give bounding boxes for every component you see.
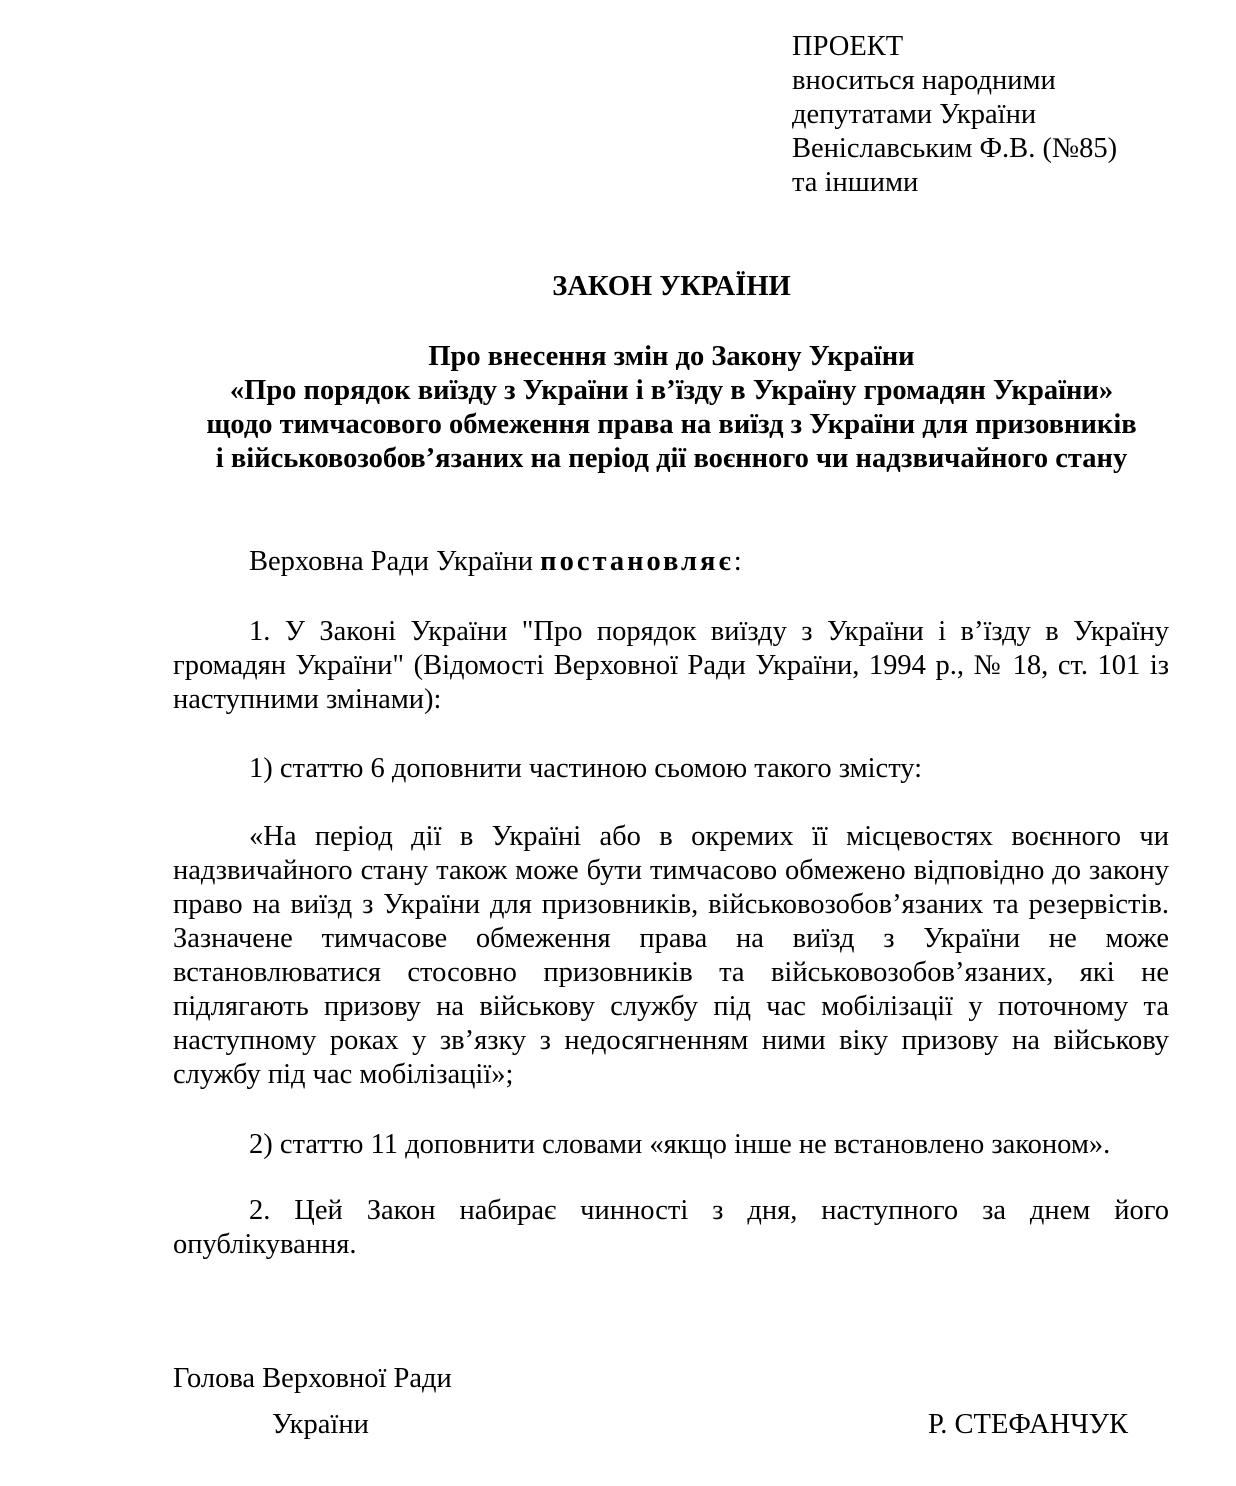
signature-position-country: України xyxy=(272,1409,369,1440)
preamble xyxy=(173,545,1169,579)
stamp-line: та іншими xyxy=(792,167,919,198)
stamp-line: ПРОЕКТ xyxy=(792,31,904,62)
law-title: ЗАКОН УКРАЇНИ xyxy=(552,271,791,302)
sub-item-1: 1) статтю 6 доповнити частиною сьомою такого змісту: xyxy=(249,753,923,784)
preamble-prefix: Верховна Ради України xyxy=(249,546,541,577)
subtitle-line: Про внесення змін до Закону України xyxy=(428,341,915,372)
draft-stamp xyxy=(792,30,1212,200)
signature-name: Р. СТЕФАНЧУК xyxy=(928,1409,1128,1440)
quoted-amendment: «На період дії в Україні або в окремих її місцевостях воєнного чи надзвичайного стану також може бути тимчасово обмежено відповідно до закону право на виїзд з України для призовників, військовозобов’язаних та резервістів. Зазначене тимчасове обмеження права на виїзд з України не може встановлюватися стосовно призовників та військовозобов’язаних, які не підлягають призову на військову службу під час мобілізації у поточному та наступному роках у зв’язку з недосягненням ними віку призову на військову службу під час мобілізації»; xyxy=(173,821,1169,1090)
preamble-keyword: постановляє xyxy=(540,546,734,577)
subtitle-line: і військовозобов’язаних на період дії воєнного чи надзвичайного стану xyxy=(215,443,1128,474)
stamp-line: Веніславським Ф.В. (№85) xyxy=(792,133,1118,164)
preamble-suffix: : xyxy=(733,546,742,577)
law-subtitle xyxy=(150,340,1193,476)
article-item-1: 1. У Законі України "Про порядок виїзду з України і в’їзду в Україну громадян України" (Відомості Верховної Ради України, 1994 р., № 18, ст. 101 із наступними змінами): xyxy=(173,616,1169,715)
subtitle-line: щодо тимчасового обмеження права на виїзд з України для призовників xyxy=(206,409,1137,440)
stamp-line: вноситься народними xyxy=(792,65,1056,96)
article-item-2: 2. Цей Закон набирає чинності з дня, наступного за днем його опублікування. xyxy=(173,1195,1169,1260)
sub-item-2: 2) статтю 11 доповнити словами «якщо інше не встановлено законом». xyxy=(249,1129,1111,1160)
signature-position: Голова Верховної Ради xyxy=(173,1363,452,1394)
stamp-line: депутатами України xyxy=(792,99,1037,130)
subtitle-line: «Про порядок виїзду з України і в’їзду в Україну громадян України» xyxy=(229,375,1114,406)
